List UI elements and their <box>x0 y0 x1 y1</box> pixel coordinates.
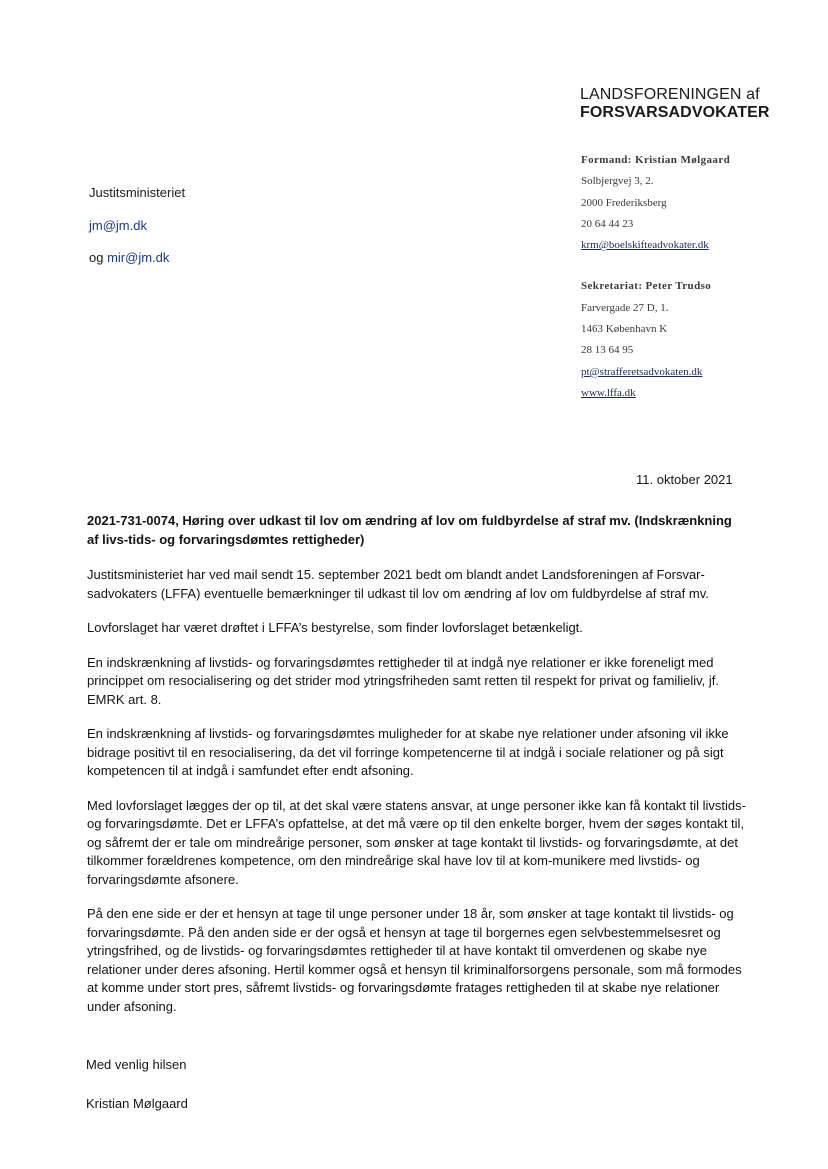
website-link[interactable]: www.lffa.dk <box>581 386 636 399</box>
secretariat-email-link[interactable]: pt@strafferetsadvokaten.dk <box>581 365 703 378</box>
chair-email-link[interactable]: krm@boelskifteadvokater.dk <box>581 239 709 252</box>
recipient-name: Justitsministeriet <box>89 185 186 200</box>
chair-title: Formand: Kristian Mølgaard <box>581 154 731 166</box>
chair-phone: 20 64 44 23 <box>581 217 634 230</box>
chair-street: Solbjergvej 3, 2. <box>581 175 654 188</box>
secretariat-title: Sekretariat: Peter Trudso <box>581 280 712 293</box>
secretariat-phone: 28 13 64 95 <box>581 344 634 357</box>
sender-block <box>581 150 811 404</box>
secretariat-city: 1463 København K <box>581 323 668 336</box>
letterhead-line1: LANDSFORENINGEN af <box>580 86 760 103</box>
letterhead-line2: FORSVARSADVOKATER <box>580 104 770 121</box>
letter-body <box>87 512 747 1032</box>
og-word: og <box>89 250 104 265</box>
secretariat-street: Farvergade 27 D, 1. <box>581 301 669 314</box>
paragraph: Justitsministeriet har ved mail sendt 15. september 2021 bedt om blandt andet Landsforeningen af Forsvar-sadvokaters (LFFA) eventuelle bemærkninger til udkast til lov om ændring af lov om fuldbyrdelse af straf mv. <box>87 567 709 601</box>
paragraph: En indskrænkning af livstids- og forvaringsdømtes rettigheder til at indgå nye relationer er ikke foreneligt med princippet om resocialisering og det strider mod ytringsfriheden samt retten til respekt for privat og familieliv, jf. EMRK art. 8. <box>87 654 719 707</box>
recipient-email-1[interactable]: jm@jm.dk <box>89 218 147 233</box>
recipient-email-2[interactable]: mir@jm.dk <box>107 250 170 265</box>
paragraph: Lovforslaget har været drøftet i LFFA’s bestyrelse, som finder lovforslaget betænkeligt. <box>87 620 583 635</box>
paragraph: På den ene side er der et hensyn at tage til unge personer under 18 år, som ønsker at tage kontakt til livstids- og forvaringsdømte. På den anden side er der også et hensyn at tage til borgernes egen selvbestemmelsesret og ytringsfrihed, og de livstids- og forvaringsdømtes rettigheder til at have kontakt til omverdenen og skabe nye relationer under deres afsoning. Hertil kommer også et hensyn til kriminalforsorgens personale, som må formodes at komme under stort pres, såfremt livstids- og forvaringsdømte fratages rettigheden til at skabe nye relationer under afsoning. <box>87 906 742 1014</box>
signature-name: Kristian Mølgaard <box>86 1096 188 1111</box>
letter-date: 11. oktober 2021 <box>636 472 733 487</box>
letterhead-logo <box>580 86 820 122</box>
paragraph: En indskrænkning af livstids- og forvaringsdømtes muligheder for at skabe nye relationer under afsoning vil ikke bidrage positivt til en resocialisering, da det vil forringe kompetencerne til at indgå i sociale relationer og på sigt kompetencen til at indgå i samfundet efter endt afsoning. <box>87 726 729 778</box>
closing-phrase: Med venlig hilsen <box>86 1057 187 1072</box>
sender-spacer <box>581 256 811 276</box>
paragraph: Med lovforslaget lægges der op til, at det skal være statens ansvar, at unge personer ikke kan få kontakt til livstids- og forvaringsdømte. Det er LFFA’s opfattelse, at det må være op til den enkelte borger, hvem der søges kontakt til, og såfremt der er tale om mindreårige personer, som ønsker at tage kontakt til livstids- og forvaringsdømte, at det tilkommer forældrenes kompetence, om den mindreårige skal have lov til at kom-munikere med livstids- og forvaringsdømte afsonere. <box>87 797 746 887</box>
subject-line: 2021-731-0074, Høring over udkast til lov om ændring af lov om fuldbyrdelse af straf mv. (Indskrænkning af livs-tids- og forvaringsdømtes rettigheder) <box>87 513 732 547</box>
recipient-email-2-line <box>89 250 169 265</box>
chair-city: 2000 Frederiksberg <box>581 196 667 209</box>
